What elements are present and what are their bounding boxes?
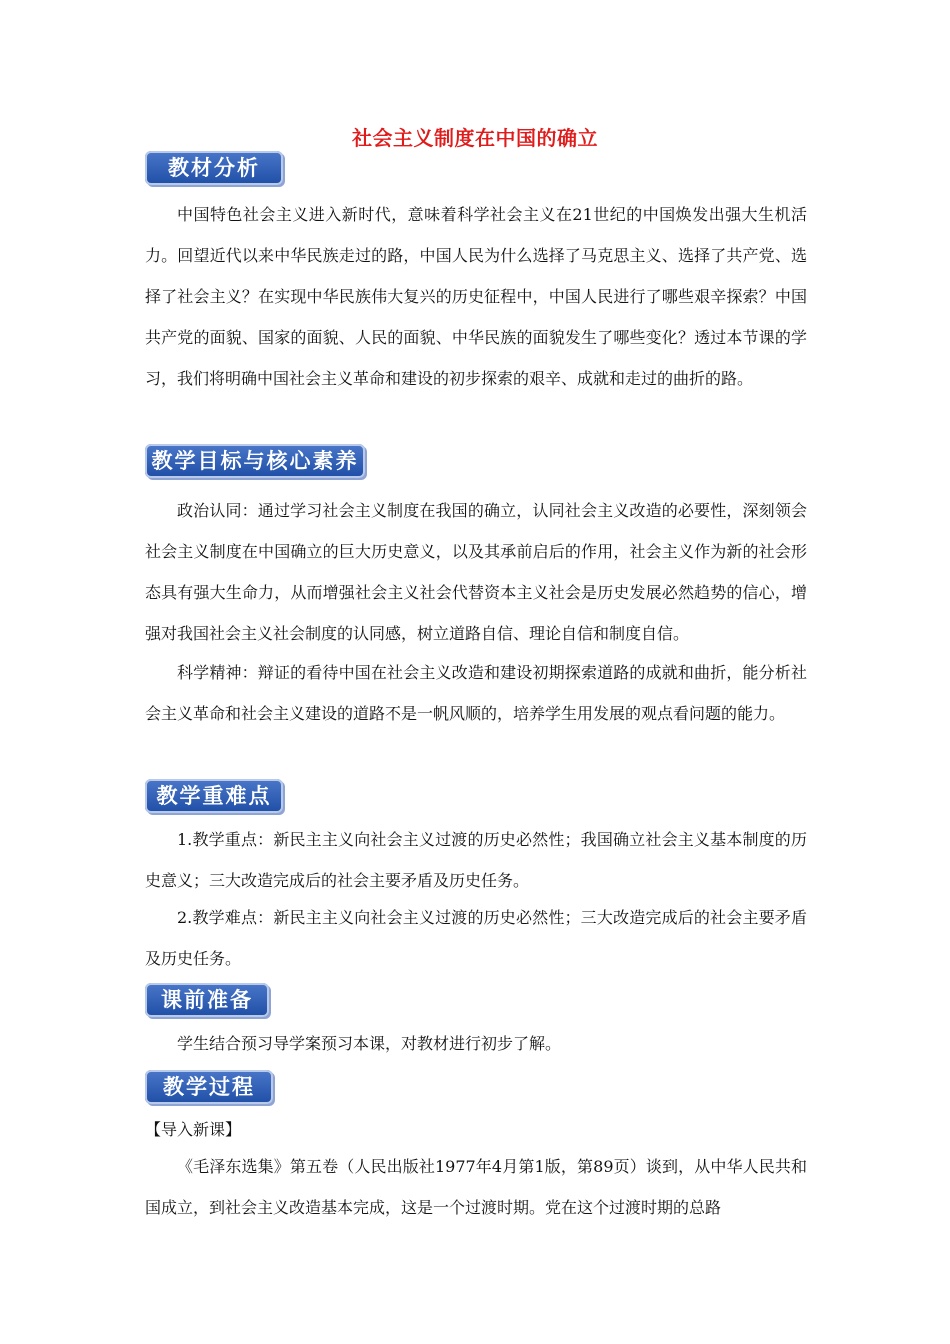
keypoints-paragraph-focus: 1.教学重点：新民主主义向社会主义过渡的历史必然性；我国确立社会主义基本制度的历史意义；三大改造完成后的社会主要矛盾及历史任务。: [145, 830, 807, 890]
keypoints-paragraph-difficulty: 2.教学难点：新民主主义向社会主义过渡的历史必然性；三大改造完成后的社会主要矛盾及历史任务。: [145, 908, 807, 968]
process-subheading: 【导入新课】: [145, 1120, 242, 1139]
section-heading-keypoints: 教学重难点: [145, 779, 283, 813]
goals-paragraph-science: 科学精神：辩证的看待中国在社会主义改造和建设初期探索道路的成就和曲折，能分析社会主义革命和社会主义建设的道路不是一帆风顺的，培养学生用发展的观点看问题的能力。: [145, 663, 807, 723]
section-heading-analysis: 教材分析: [145, 151, 283, 185]
section-heading-process: 教学过程: [145, 1070, 273, 1104]
analysis-paragraph: 中国特色社会主义进入新时代，意味着科学社会主义在21世纪的中国焕发出强大生机活力。回望近代以来中华民族走过的路，中国人民为什么选择了马克思主义、选择了共产党、选择了社会主义？在实现中华民族伟大复兴的历史征程中，中国人民进行了哪些艰辛探索？中国共产党的面貌、国家的面貌、人民的面貌、中华民族的面貌发生了哪些变化？透过本节课的学习，我们将明确中国社会主义革命和建设的初步探索的艰辛、成就和走过的曲折的路。: [145, 205, 807, 388]
section-heading-goals: 教学目标与核心素养: [145, 444, 365, 478]
prep-paragraph: 学生结合预习导学案预习本课，对教材进行初步了解。: [177, 1034, 562, 1053]
section-heading-prep: 课前准备: [145, 983, 269, 1017]
page-title: 社会主义制度在中国的确立: [352, 126, 598, 150]
goals-paragraph-political: 政治认同：通过学习社会主义制度在我国的确立，认同社会主义改造的必要性，深刻领会社会主义制度在中国确立的巨大历史意义，以及其承前启后的作用，社会主义作为新的社会形态具有强大生命力，从而增强社会主义社会代替资本主义社会是历史发展必然趋势的信心，增强对我国社会主义社会制度的认同感，树立道路自信、理论自信和制度自信。: [145, 501, 807, 643]
process-paragraph: 《毛泽东选集》第五卷（人民出版社1977年4月第1版，第89页）谈到，从中华人民共和国成立，到社会主义改造基本完成，这是一个过渡时期。党在这个过渡时期的总路: [145, 1157, 807, 1217]
